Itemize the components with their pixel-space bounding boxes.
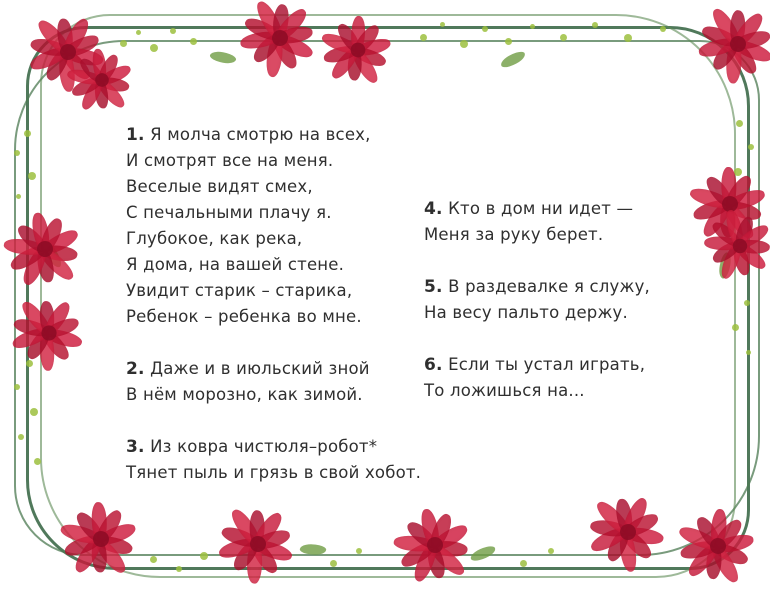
leaf-dot (736, 120, 743, 127)
riddle-line: Я дома, на вашей стене. (126, 255, 345, 274)
leaf-dot (34, 458, 41, 465)
flower-bottom-right (665, 493, 770, 599)
flower-top-right-1 (680, 0, 770, 102)
riddles-column-right (424, 196, 704, 404)
leaf (43, 241, 62, 269)
riddle-line: И смотрят все на меня. (126, 151, 334, 170)
leaf-dot (120, 40, 127, 47)
flower-top-left-1 (9, 0, 127, 111)
leaf-dot (14, 384, 20, 390)
leaf-dot (150, 556, 157, 563)
leaf-dot (190, 38, 197, 45)
riddle-line: Веселые видят смех, (126, 177, 313, 196)
leaf-dot (170, 28, 176, 34)
flower-bottom-1 (206, 492, 310, 596)
leaf-dot (624, 34, 632, 42)
riddle-line: Ребенок – ребенка во мне. (126, 307, 362, 326)
riddle-line: Даже и в июльский зной (150, 359, 370, 378)
leaf-dot (440, 22, 445, 27)
leaf-dot (505, 38, 512, 45)
leaf-dot (18, 434, 24, 440)
leaf-dot (356, 548, 362, 554)
riddle-number: 6. (424, 355, 443, 375)
riddle-line: Глубокое, как река, (126, 229, 303, 248)
riddle-line: Тянет пыль и грязь в свой хобот. (126, 463, 422, 482)
riddle-item (424, 352, 704, 404)
leaf (499, 50, 527, 68)
leaf-dot (14, 150, 20, 156)
flower-bottom-3 (578, 482, 678, 582)
riddle-number: 2. (126, 359, 145, 379)
leaf-dot (732, 324, 739, 331)
flower-right-2 (697, 203, 770, 289)
flower-left-2 (5, 289, 94, 378)
leaf (209, 48, 237, 67)
riddle-line: То ложишься на... (424, 381, 585, 400)
riddle-line: В нём морозно, как зимой. (126, 385, 363, 404)
leaf-dot (744, 300, 750, 306)
leaf-dot (520, 560, 527, 567)
flower-bottom-left (47, 485, 155, 593)
riddle-number: 3. (126, 437, 145, 457)
leaf-dot (734, 168, 742, 176)
leaf-dot (150, 44, 158, 52)
riddle-number: 1. (126, 125, 145, 145)
riddle-line: Если ты устал играть, (448, 355, 646, 374)
leaf-dot (28, 172, 36, 180)
leaf (299, 541, 327, 557)
leaf-dot (26, 360, 33, 367)
leaf-dot (482, 26, 488, 32)
leaf-dot (660, 26, 666, 32)
leaf-dot (530, 24, 535, 29)
leaf-dot (548, 548, 554, 554)
leaf-dot (136, 30, 141, 35)
riddle-line: Увидит старик – старика, (126, 281, 353, 300)
leaf-dot (460, 40, 468, 48)
leaf-dot (330, 560, 337, 567)
leaf (715, 251, 734, 279)
flower-top-mid-2 (314, 6, 401, 93)
leaf-dot (560, 34, 567, 41)
riddle-line: С печальными плачу я. (126, 203, 332, 222)
riddle-number: 4. (424, 199, 443, 219)
leaf-dot (16, 194, 21, 199)
riddle-line: Кто в дом ни идет — (448, 199, 634, 218)
riddle-line: Из ковра чистюля–робот* (150, 437, 378, 456)
riddle-item (424, 196, 704, 248)
riddle-line: На весу пальто держу. (424, 303, 628, 322)
leaf-dot (200, 552, 208, 560)
riddle-item (126, 356, 426, 408)
leaf-dot (30, 408, 38, 416)
riddle-item (424, 274, 704, 326)
riddle-number: 5. (424, 277, 443, 297)
riddles-content (96, 108, 696, 488)
flower-bottom-2 (382, 492, 487, 597)
riddle-line: В раздевалке я служу, (448, 277, 650, 296)
leaf-dot (748, 144, 754, 150)
leaf-dot (420, 34, 427, 41)
flower-top-mid-1 (223, 0, 337, 95)
riddle-line: Я молча смотрю на всех, (150, 125, 371, 144)
riddle-line: Меня за руку берет. (424, 225, 604, 244)
riddle-item (126, 122, 426, 330)
flower-left-1 (0, 192, 102, 307)
leaf (469, 545, 497, 562)
riddle-item (126, 434, 426, 486)
leaf-dot (24, 130, 31, 137)
leaf-dot (592, 22, 598, 28)
riddles-column-left (126, 122, 426, 486)
leaf-dot (176, 566, 182, 572)
leaf-dot (746, 350, 751, 355)
